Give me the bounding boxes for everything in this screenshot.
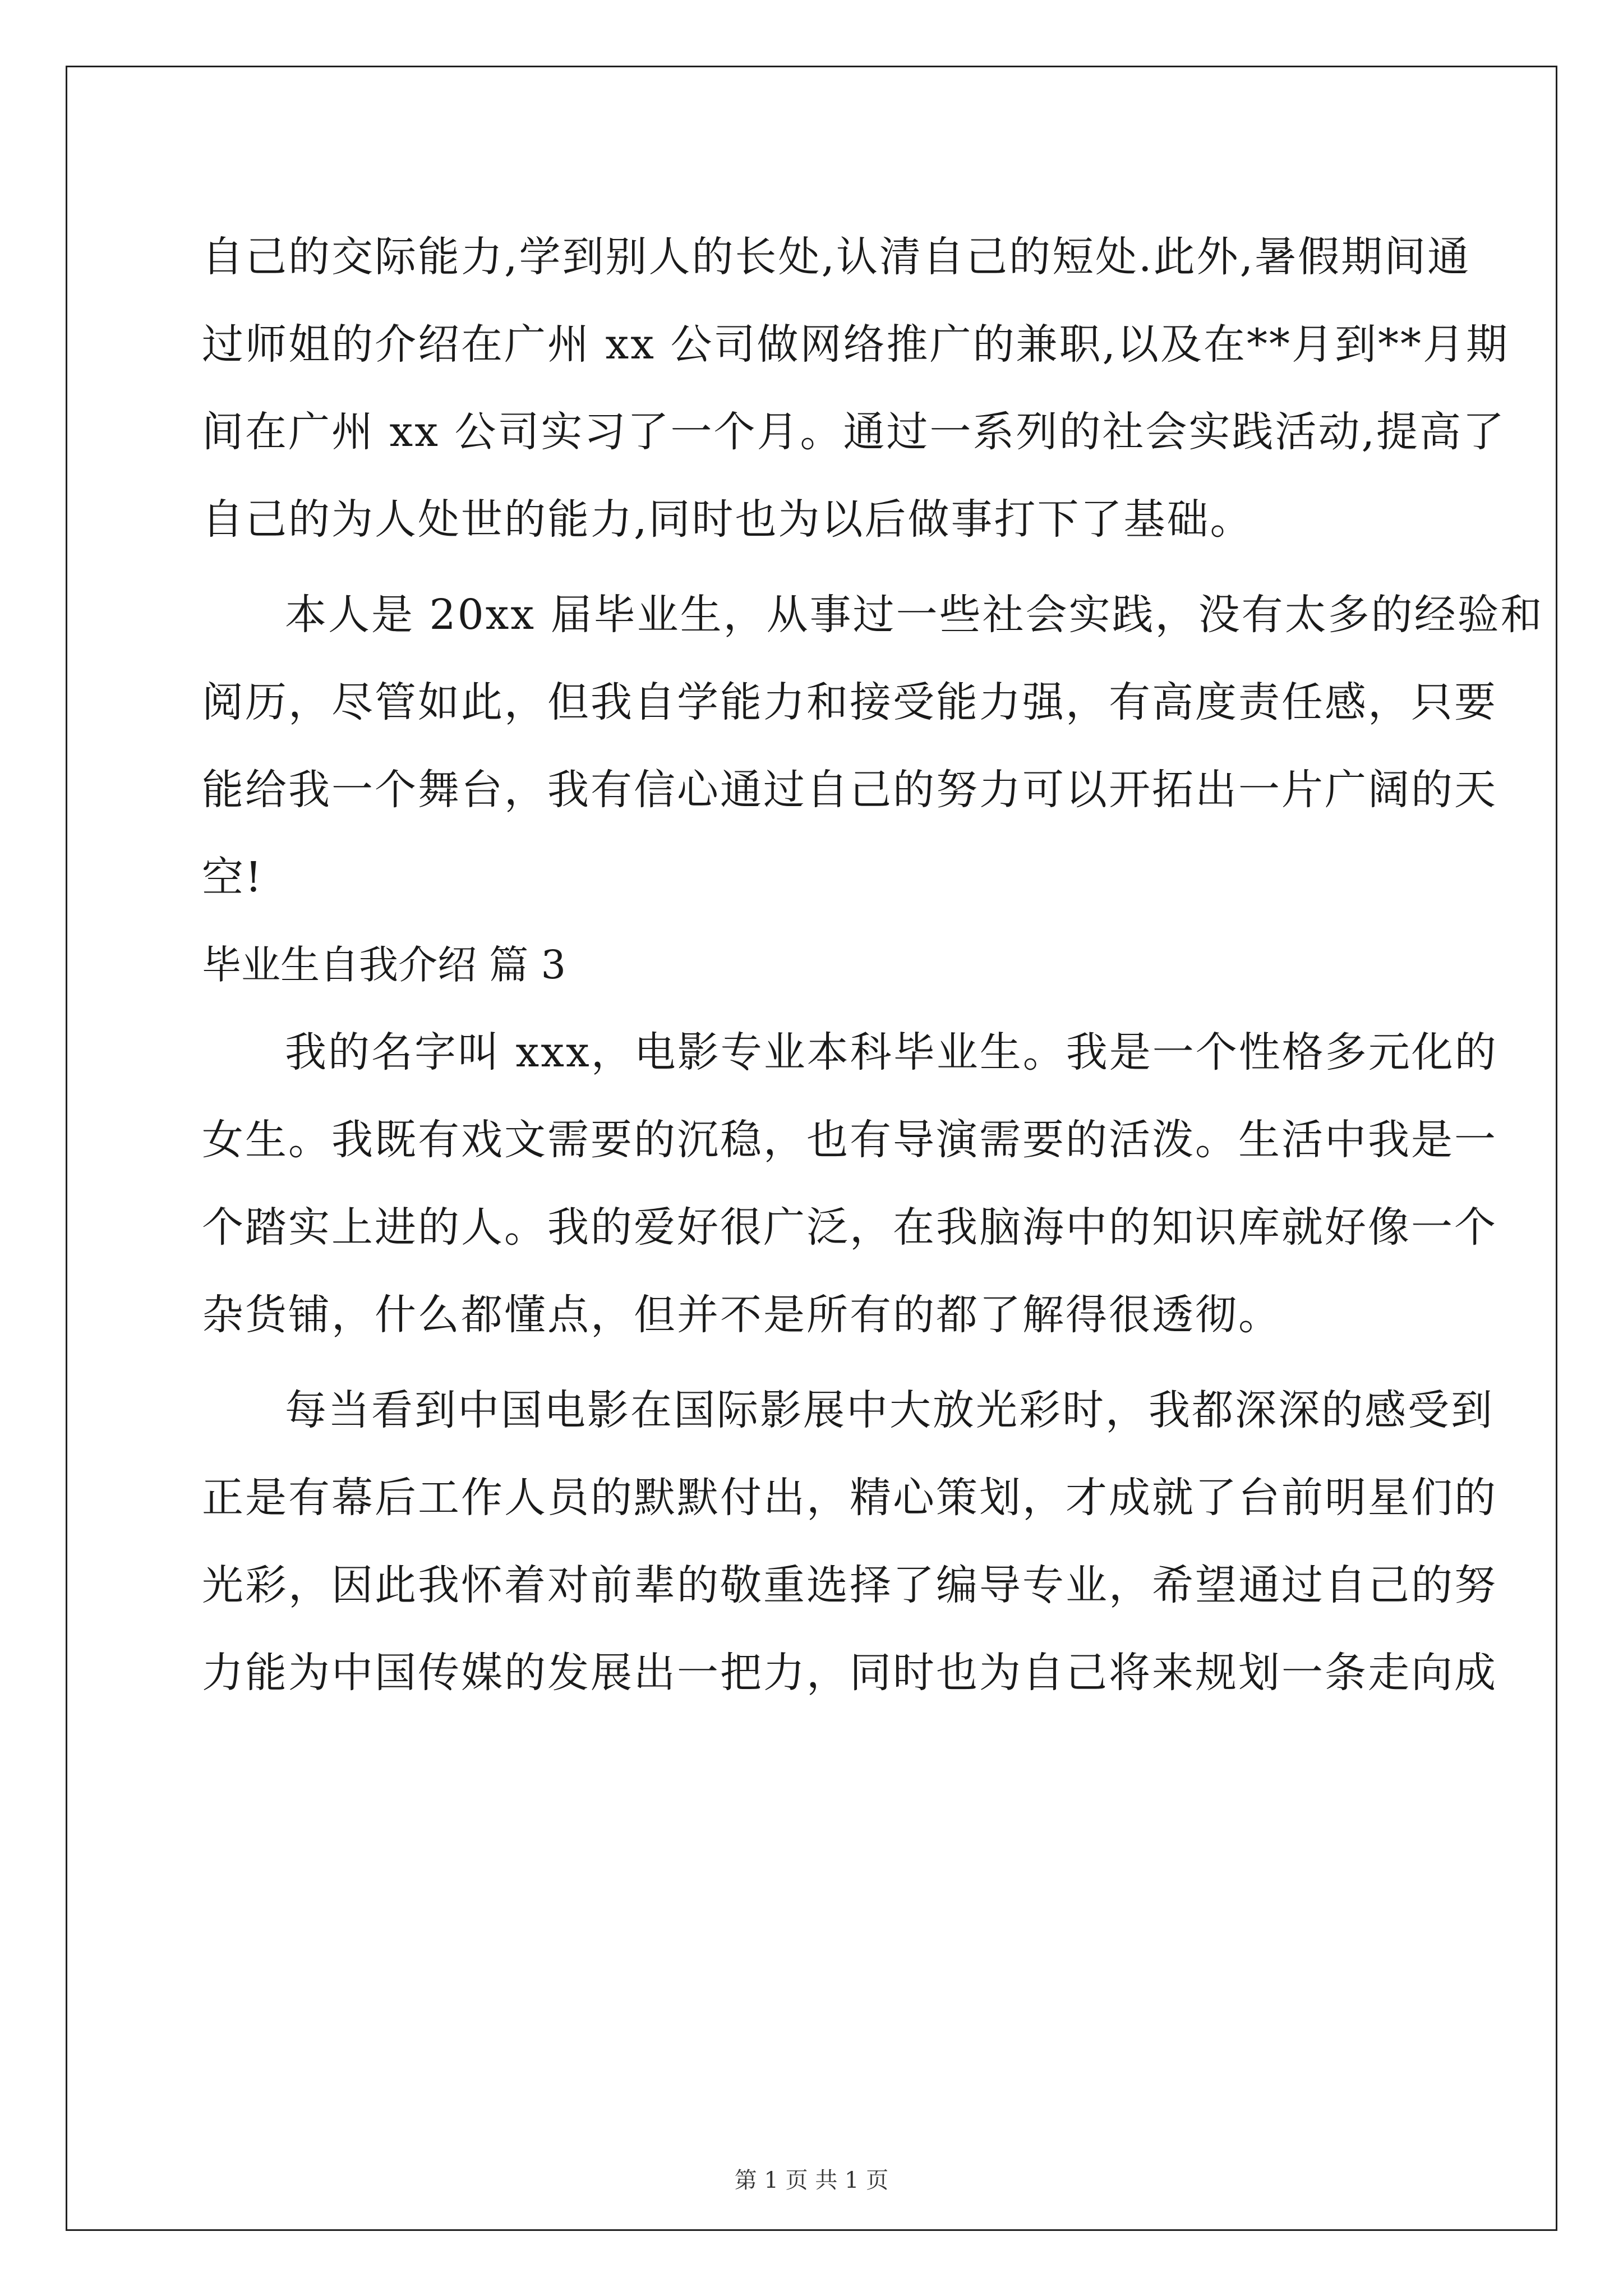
- paragraph: [202, 1366, 1497, 1717]
- text-line: 杂货铺，什么都懂点，但并不是所有的都了解得很透彻。: [202, 1291, 1281, 1339]
- text-line: 个踏实上进的人。我的爱好很广泛，在我脑海中的知识库就好像一个: [202, 1203, 1497, 1251]
- text-line: 阅历，尽管如此，但我自学能力和接受能力强，有高度责任感，只要: [202, 678, 1497, 726]
- text-line: 能给我一个舞台，我有信心通过自己的努力可以开拓出一片广阔的天: [202, 766, 1497, 814]
- text-line: 正是有幕后工作人员的默默付出，精心策划，才成就了台前明星们的: [202, 1474, 1497, 1522]
- page-footer: 第 1 页 共 1 页: [734, 2168, 889, 2193]
- paragraph: [202, 213, 1510, 563]
- paragraph: [202, 571, 1544, 921]
- document-body: [202, 213, 1544, 1717]
- text-line: 每当看到中国电影在国际影展中大放光彩时，我都深深的感受到: [285, 1386, 1494, 1434]
- section-heading: 毕业生自我介绍 篇 3: [202, 942, 566, 988]
- text-line: 间在广州 xx 公司实习了一个月。通过一系列的社会实践活动,提高了: [202, 408, 1506, 456]
- text-line: 自己的为人处世的能力,同时也为以后做事打下了基础。: [202, 495, 1253, 544]
- text-line: 过师姐的介绍在广州 xx 公司做网络推广的兼职,以及在**月到**月期: [202, 320, 1510, 369]
- text-line: 空!: [202, 853, 264, 901]
- text-line: 女生。我既有戏文需要的沉稳，也有导演需要的活泼。生活中我是一: [202, 1116, 1497, 1164]
- text-line: 力能为中国传媒的发展出一把力，同时也为自己将来规划一条走向成: [202, 1649, 1497, 1697]
- text-line: 光彩，因此我怀着对前辈的敬重选择了编导专业，希望通过自己的努: [202, 1561, 1497, 1609]
- text-line: 本人是 20xx 届毕业生，从事过一些社会实践，没有太多的经验和: [285, 591, 1544, 639]
- paragraph: [202, 1009, 1498, 1359]
- text-line: 我的名字叫 xxx，电影专业本科毕业生。我是一个性格多元化的: [285, 1028, 1498, 1076]
- text-line: 自己的交际能力,学到别人的长处,认清自己的短处.此外,暑假期间通: [202, 233, 1471, 281]
